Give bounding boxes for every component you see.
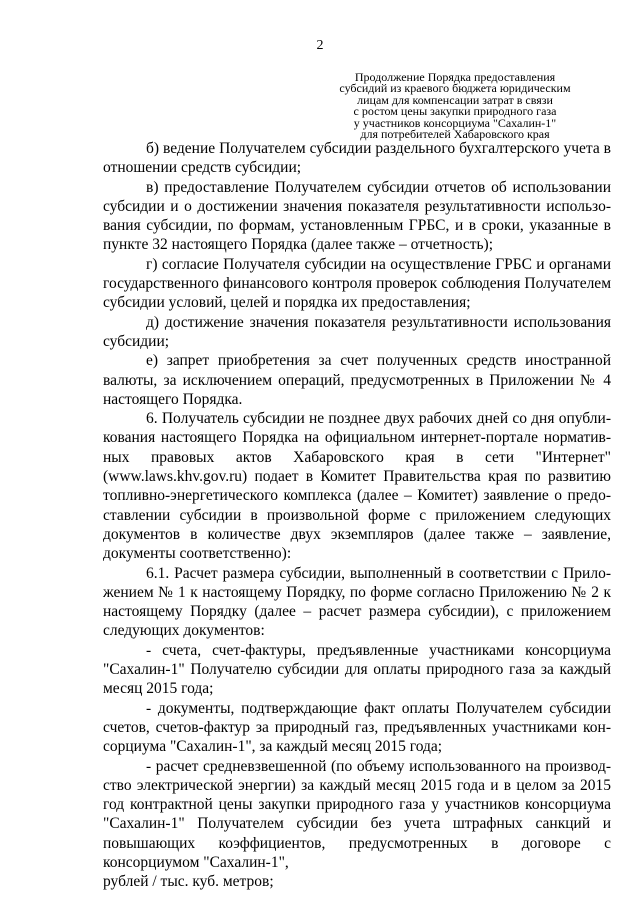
list-item-invoices: - счета, счет-фактуры, предъявленные участниками консорциума "Сахалин-1" Получателю субсидии для оплаты природного газа за каждый месяц 2015 года; (103, 641, 611, 698)
list-item-weighted-average-calc: - расчет средневзвешенной (по объему использованного на производство электрической энергии) за каждый месяц 2015 года и в целом за 2015 год контрактной цены закупки природного газа у участников консорциума "Сахалин-1" Получателем субсидии без учета штрафных санкций и повышающих коэффициентов, предусмотренных в договоре с консорциумом "Сахалин-1", (103, 757, 611, 871)
running-header-line: Продолжение Порядка предоставления (354, 70, 556, 84)
running-header (300, 72, 610, 140)
running-header-line: субсидий из краевого бюджета юридическим (339, 81, 571, 96)
body-text (103, 139, 611, 892)
running-header-line: с ростом цены закупки природного газа (353, 104, 557, 119)
list-item-payment-documents: - документы, подтверждающие факт оплаты Получателем субсидии счетов, счетов-фактур за природный газ, предъявленных участниками консорциума "Сахалин-1", за каждый месяц 2015 года; (103, 699, 611, 756)
units-line: рублей / тыс. куб. метров; (103, 873, 274, 891)
paragraph-6: 6. Получатель субсидии не позднее двух рабочих дней со дня опубликования настоящего Порядка на официальном интернет-портале нормативных правовых актов Хабаровского края в сети "Интернет" (www.laws.khv.gov.ru) подает в Комитет Правительства края по развитию топливно-энергетического комплекса (далее – Комитет) заявление о предоставлении субсидии в произвольной форме с приложением следующих документов в количестве двух экземпляров (далее также – заявление, документы соответственно): (103, 410, 611, 563)
paragraph-d: д) достижение значения показателя результативности использования субсидии; (103, 313, 611, 350)
paragraph-e: е) запрет приобретения за счет полученных средств иностранной валюты, за исключением операций, предусмотренных в Приложении № 4 настоящего Порядка. (103, 352, 611, 408)
page-number: 2 (316, 38, 324, 53)
paragraph-g: г) согласие Получателя субсидии на осуществление ГРБС и органами государственного финансового контроля проверок соблюдения Получателем субсидии условий, целей и порядка их предоставления; (103, 255, 611, 312)
paragraph-6-1: 6.1. Расчет размера субсидии, выполненный в соответствии с Приложением № 1 к настоящему Порядку, по форме согласно Приложению № 2 к настоящему Порядку (далее – расчет размера субсидии), с приложением следующих документов: (103, 564, 611, 640)
paragraph-b: б) ведение Получателем субсидии раздельного бухгалтерского учета в отношении средств субсидии; (103, 140, 611, 177)
running-header-line: у участников консорциума "Сахалин-1" (353, 115, 557, 130)
running-header-line: для потребителей Хабаровского края (360, 127, 550, 142)
running-header-line: лицам для компенсации затрат в связи (357, 92, 553, 107)
paragraph-v: в) предоставление Получателем субсидии отчетов об использовании субсидии и о достижении значения показателя результативности использования субсидии, по формам, установленным ГРБС, и в сроки, указанные в пункте 32 настоящего Порядка (далее также – отчетность); (103, 178, 611, 254)
